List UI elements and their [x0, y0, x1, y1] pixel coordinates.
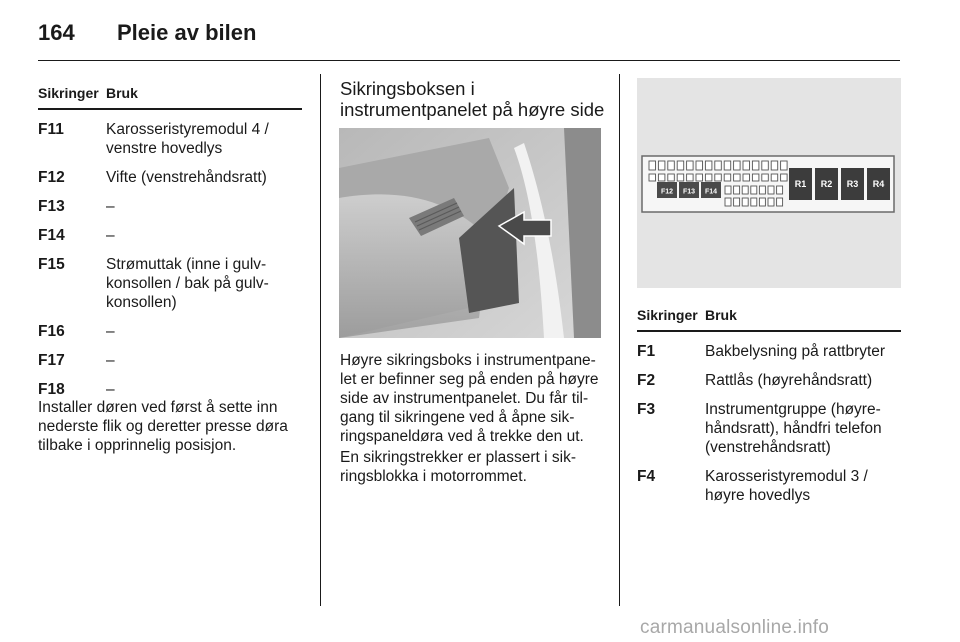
fuse-use: [106, 120, 302, 158]
fuse-slot: [715, 161, 722, 170]
fuse-slot: [687, 161, 694, 170]
fuse-slot: [742, 198, 748, 206]
fuse-use-line: –: [106, 352, 115, 369]
dashboard-photo: [339, 128, 601, 338]
fuse-use-line: –: [106, 381, 115, 398]
fuse-slot: [649, 174, 656, 181]
table-row: [637, 342, 901, 361]
column-header-fuses: Sikringer: [38, 85, 99, 101]
table-row: [38, 322, 302, 341]
column-divider-left: [320, 74, 321, 606]
fuse-slot: [725, 186, 731, 194]
fuse-slot: [777, 198, 783, 206]
text-line: instrumentpanelet på høyre side: [340, 99, 605, 120]
fuse-puller-text: [340, 448, 606, 486]
fuse-slot: [658, 161, 665, 170]
fuse-slot: [777, 186, 783, 194]
table-row: [38, 380, 302, 399]
watermark: carmanualsonline.info: [640, 617, 830, 638]
fuse-use-line: Instrumentgruppe (høyre-: [705, 401, 881, 418]
text-line: side av instrumentpanelet. Du får til-: [340, 390, 589, 407]
fuse-slot: [734, 198, 740, 206]
table-row: [38, 168, 302, 187]
fuse-slot: [768, 186, 774, 194]
relay-label: R3: [846, 179, 859, 189]
fuse-use-line: venstre hovedlys: [106, 140, 223, 157]
fuse-use: [705, 342, 901, 361]
section-heading: [340, 78, 610, 120]
fuse-use-line: –: [106, 323, 115, 340]
fuse-slot: [759, 198, 765, 206]
fuse-use: [106, 226, 302, 245]
fuse-slot: [743, 161, 750, 170]
fuse-use: [106, 197, 302, 216]
fuse-slot: [734, 186, 740, 194]
fuse-use: [106, 380, 302, 399]
table-row: [38, 226, 302, 245]
table-row: [637, 371, 901, 390]
fuse-slot: [705, 161, 712, 170]
fuse-slot: [649, 161, 656, 170]
fuse-slot: [668, 161, 675, 170]
relay-label: R4: [872, 179, 885, 189]
text-line: gang til sikringene ved å åpne sik-: [340, 409, 575, 426]
fuse-use-line: –: [106, 227, 115, 244]
text-line: Installer døren ved først å sette inn: [38, 399, 278, 416]
header-rule: [38, 60, 900, 61]
fuse-slot: [725, 198, 731, 206]
fuse-slot: [658, 174, 665, 181]
fuse-use-line: –: [106, 198, 115, 215]
fuse-slot: [781, 174, 788, 181]
page-title: Pleie av bilen: [117, 20, 257, 45]
fuse-slot: [705, 174, 712, 181]
fuse-slot: [752, 161, 759, 170]
fuse-code: F3: [637, 401, 656, 418]
table-header: [38, 84, 302, 110]
fuse-slot: [762, 161, 769, 170]
fuse-code: F12: [38, 169, 65, 186]
fuse-slot: [768, 198, 774, 206]
fuse-block-label: F12: [660, 188, 674, 196]
column-header-use: Bruk: [106, 85, 138, 101]
fuse-use-line: konsollen / bak på gulv-: [106, 275, 269, 292]
fuse-slot: [742, 186, 748, 194]
fuse-code: F1: [637, 343, 656, 360]
text-line: ringsblokka i motorrommet.: [340, 468, 527, 485]
fuse-use-line: høyre hovedlys: [705, 487, 811, 504]
fuse-use: [106, 168, 302, 187]
fuse-use-line: Karosseristyremodul 4 /: [106, 121, 269, 138]
installation-note: [38, 398, 308, 455]
fuse-row-top: [649, 161, 787, 170]
table-body: [38, 120, 302, 399]
table-body: [637, 342, 901, 505]
fuse-slot: [762, 174, 769, 181]
fuse-box-location-text: [340, 351, 606, 446]
table-row: [38, 351, 302, 370]
text-line: Sikringsboksen i: [340, 78, 475, 99]
fuse-block-label: F13: [682, 188, 696, 196]
fuse-slot: [715, 174, 722, 181]
fuse-code: F13: [38, 198, 65, 215]
right-fuse-table: [637, 306, 901, 505]
column-header-use: Bruk: [705, 307, 737, 323]
left-fuse-table: [38, 84, 302, 399]
text-line: ringspaneldøra ved å trekke den ut.: [340, 428, 584, 445]
fuse-use-line: Karosseristyremodul 3 /: [705, 468, 868, 485]
relay-label: R2: [820, 179, 833, 189]
fuse-box-diagram: [637, 78, 901, 288]
fuse-slot: [771, 174, 778, 181]
fuse-code: F4: [637, 468, 656, 485]
fuse-slot: [751, 186, 757, 194]
fuse-slot: [677, 161, 684, 170]
fuse-use-line: (venstrehåndsratt): [705, 439, 831, 456]
text-line: En sikringstrekker er plassert i sik-: [340, 449, 577, 466]
fuse-use-line: Strømuttak (inne i gulv-: [106, 256, 267, 273]
fuse-slot: [743, 174, 750, 181]
fuse-use-line: Bakbelysning på rattbryter: [705, 343, 886, 360]
text-line: let er befinner seg på enden på høyre: [340, 371, 599, 388]
relay-label: R1: [794, 179, 807, 189]
fuse-slot: [781, 161, 788, 170]
page-number: 164: [38, 20, 75, 45]
fuse-code: F11: [38, 121, 64, 138]
fuse-use-line: Rattlås (høyrehåndsratt): [705, 372, 873, 389]
dashboard-photo-illustration: [339, 128, 601, 338]
fuse-code: F17: [38, 352, 65, 369]
fuse-slot: [751, 198, 757, 206]
fuse-code: F2: [637, 372, 656, 389]
fuse-code: F16: [38, 323, 65, 340]
text-line: nederste flik og deretter presse døra: [38, 418, 288, 435]
fuse-use: [705, 467, 901, 505]
table-row: [38, 120, 302, 158]
column-header-fuses: Sikringer: [637, 307, 698, 323]
fuse-slot: [677, 174, 684, 181]
table-row: [637, 467, 901, 505]
fuse-slot: [759, 186, 765, 194]
fuse-slot: [696, 161, 703, 170]
column-divider-right: [619, 74, 620, 606]
fuse-use-line: håndsratt), håndfri telefon: [705, 420, 882, 437]
fuse-use: [106, 255, 302, 312]
fuse-use: [705, 400, 901, 457]
fuse-slot: [734, 174, 741, 181]
fuse-slot: [734, 161, 741, 170]
fuse-code: F18: [38, 381, 65, 398]
fuse-slot: [668, 174, 675, 181]
fuse-use: [106, 351, 302, 370]
fuse-use-line: Vifte (venstrehåndsratt): [106, 169, 267, 186]
fuse-slot: [771, 161, 778, 170]
fuse-code: F15: [38, 256, 65, 273]
fuse-slot: [696, 174, 703, 181]
table-row: [38, 255, 302, 312]
fuse-slot: [724, 161, 731, 170]
fuse-slot: [752, 174, 759, 181]
fuse-use: [106, 322, 302, 341]
fuse-slot: [724, 174, 731, 181]
fuse-slot: [687, 174, 694, 181]
fuse-use: [705, 371, 901, 390]
table-header: [637, 306, 901, 332]
fuse-code: F14: [38, 227, 65, 244]
table-row: [38, 197, 302, 216]
text-line: Høyre sikringsboks i instrumentpane-: [340, 352, 596, 369]
table-row: [637, 400, 901, 457]
fuse-box-diagram-illustration: [637, 78, 901, 288]
fuse-block-label: F14: [704, 188, 718, 196]
text-line: tilbake i opprinnelig posisjon.: [38, 437, 237, 454]
fuse-use-line: konsollen): [106, 294, 177, 311]
